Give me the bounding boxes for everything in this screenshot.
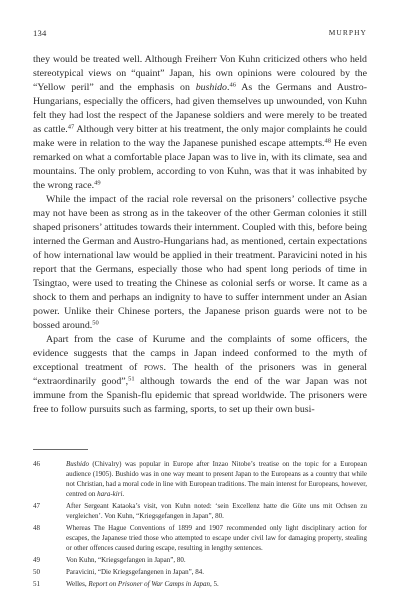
footnote-ref: 49 <box>94 179 101 187</box>
footnote-text <box>66 568 367 578</box>
body-text <box>33 53 367 417</box>
text-run: As the Germans and Austro-Hungarians, especially the officers, had given themselves up unwounded, von Kuhn felt they had lost the respect of the Japanese soldiers and were merely to be treated as cattle. <box>33 82 367 135</box>
footnote-ref: 48 <box>324 137 332 145</box>
italic-text: hara-kiri <box>97 489 123 498</box>
paragraph <box>33 333 367 417</box>
text-run: . <box>122 489 125 498</box>
footnote-text <box>66 524 367 554</box>
italic-text: Report on Prisoner of War Camps in Japan <box>88 579 211 588</box>
text-run: Although very bitter at his treatment, the only major complaints he could make were in relation to the way the Japanese punished escape attempts. <box>33 124 367 149</box>
footnote-number: 48 <box>33 523 40 532</box>
footnote <box>33 524 367 554</box>
footnote-text <box>66 460 367 500</box>
footnotes <box>33 460 367 592</box>
text-run: He even remarked on what a comfortable place Japan was to live in, with its climate, sea and mountains. The only problem, according to von Kuhn, was that it was inhabited by the wrong race. <box>33 138 367 191</box>
footnote-ref: 50 <box>92 319 99 327</box>
footnote <box>33 556 367 566</box>
text-run: Paravicini, “Die Kriegsgefangenen in Japan”, 84. <box>66 567 205 576</box>
footnote-text <box>66 502 367 522</box>
footnote-number: 50 <box>33 567 40 576</box>
text-run: Welles, <box>66 579 89 588</box>
footnote-text <box>66 556 367 566</box>
text-run: Von Kuhn, “Kriegsgefangen in Japan”, 80. <box>66 555 186 564</box>
footnote-ref: 51 <box>128 375 135 383</box>
page-number: 134 <box>33 28 47 38</box>
text-run: , 5. <box>210 579 219 588</box>
footnote <box>33 460 367 500</box>
text-run: although towards the end of the war Japan was not immune from the Spanish-flu epidemic that spread worldwide. The prisoners were free to follow pursuits such as farming, sports, to set up their own busi- <box>33 376 367 415</box>
text-run: they would be treated well. Although Freiherr Von Kuhn criticized others who held stereotypical views on “quaint” Japan, his own opinions were coloured by the “Yellow peril” and the emphasis on <box>33 54 367 93</box>
page-header <box>33 28 367 40</box>
text-run: (Chivalry) was popular in Europe after Inzao Nitobe’s treatise on the topic for a European audience (1905). Bushido was in one way meant to present Japan to the Europeans as a country that while not Christian, had a moral code in line with European traditions. The main interest for Europeans, however, centred on <box>66 460 367 498</box>
footnote-text <box>66 580 367 590</box>
italic-text: bushido <box>195 82 227 93</box>
text-run: After Sergeant Kataoka’s visit, von Kuhn noted: ‘sein Excellenz hatte die Güte uns mit Ochsen zu vergleichen’. Von Kuhn, “Kriegsgefangen in Japan”, 80. <box>66 501 367 520</box>
footnote <box>33 580 367 590</box>
footnote-number: 51 <box>33 579 40 588</box>
small-caps-text: pows <box>143 362 164 373</box>
text-run: . <box>226 82 230 93</box>
footnote-number: 49 <box>33 555 40 564</box>
text-run: Whereas The Hague Conventions of 1899 and 1907 recommended only light disciplinary action for escapes, the Japanese tried those who attempted to escape under civil law for damaging property, stealing or other offences caused during escape, resulting in lengthy sentences. <box>66 523 367 552</box>
footnote-ref: 46 <box>229 81 236 89</box>
footnote <box>33 502 367 522</box>
paragraph <box>33 193 367 333</box>
footnote-number: 46 <box>33 460 40 468</box>
italic-text: Bushido <box>66 460 89 468</box>
footnote <box>33 568 367 578</box>
text-run: While the impact of the racial role reversal on the prisoners’ collective psyche may not have been as strong as in the takeover of the other German colonies it still shaped prisoners’ attitudes towards their internment. Coupled with this, before being interned the German and Austro-Hungarians had, as mentioned, certain expectations of how international law would be applied in their treatment. Paravicini noted in his report that the Germans, especially those who had spent long periods of time in Tsingtao, were used to treating the Chinese as colonial serfs or worse. It came as a shock to them and perhaps an indignity to have to suffer internment under an Asian power. Unlike their Chinese porters, the Japanese prison guards were not to be bossed around. <box>33 194 367 331</box>
text-run: . The health of the prisoners was in general “extraordinarily good”, <box>33 362 367 387</box>
paragraph <box>33 53 367 193</box>
running-head: MURPHY <box>328 28 367 37</box>
footnote-number: 47 <box>33 501 40 510</box>
footnote-ref: 47 <box>67 123 75 131</box>
text-run: Apart from the case of Kurume and the complaints of some officers, the evidence suggests that the camps in Japan indeed conformed to the myth of exceptional treatment of <box>33 334 367 373</box>
footnote-divider <box>33 449 88 450</box>
